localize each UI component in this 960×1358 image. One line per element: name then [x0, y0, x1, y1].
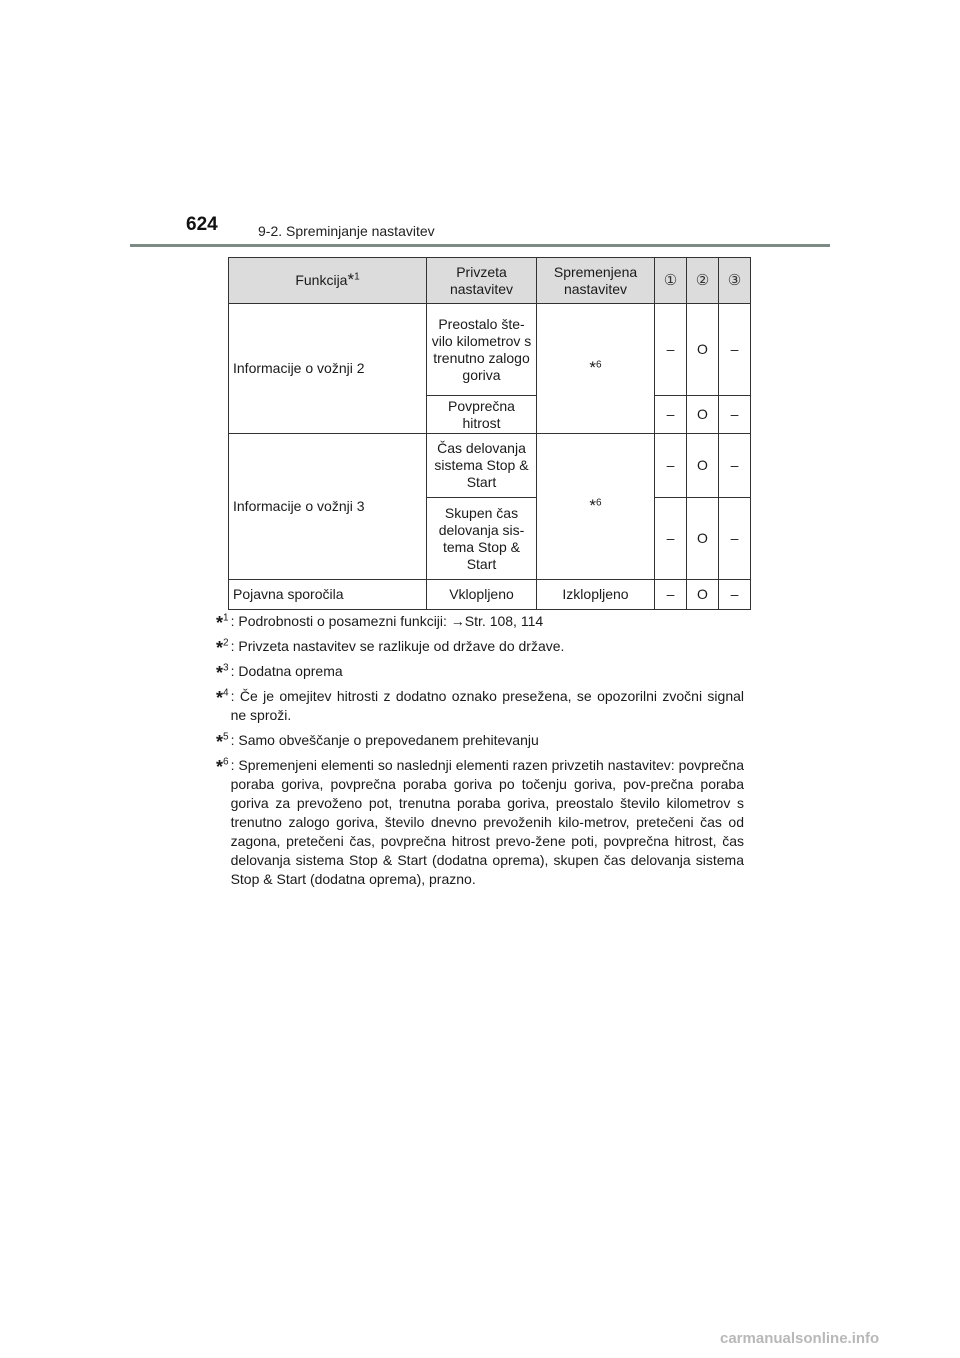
table-row — [229, 304, 751, 396]
changed-cell: *$^6$ — [537, 434, 655, 580]
option-1-cell: – — [655, 580, 687, 610]
footnote-6 — [216, 756, 744, 889]
default-cell: Vklopljeno — [427, 580, 537, 610]
option-1-cell: – — [655, 304, 687, 396]
option-3-cell: – — [719, 498, 751, 580]
settings-table — [228, 257, 751, 610]
changed-cell: *$^6$ — [537, 304, 655, 434]
asterisk-icon: * — [216, 638, 224, 658]
table-row — [229, 434, 751, 498]
column-header-default: Privzeta nastavitev — [427, 258, 537, 304]
footnote-1 — [216, 612, 744, 631]
footnote-marker: *$^5$ — [216, 731, 229, 752]
column-header-3 — [719, 258, 751, 304]
column-header-1 — [655, 258, 687, 304]
option-2-cell: O — [687, 396, 719, 434]
default-cell: Povprečna hitrost — [427, 396, 537, 434]
changed-cell: Izklopljeno — [537, 580, 655, 610]
asterisk-icon: * — [589, 358, 597, 377]
asterisk-icon: * — [216, 688, 224, 708]
asterisk-icon: * — [589, 496, 597, 515]
footnote-marker: *$^2$ — [216, 637, 229, 658]
option-2-cell: O — [687, 498, 719, 580]
column-header-changed: Spremenjena nastavitev — [537, 258, 655, 304]
circled-two-icon: ② — [695, 272, 710, 289]
footnote-marker: *$^4$ — [216, 687, 229, 708]
footnote-4 — [216, 687, 744, 725]
option-1-cell: – — [655, 434, 687, 498]
footnote-text: : Privzeta nastavitev se razlikuje od države do države. — [230, 638, 565, 654]
asterisk-icon: * — [216, 757, 224, 777]
default-cell: Skupen čas delovanja sis-tema Stop & Start — [427, 498, 537, 580]
option-3-cell: – — [719, 580, 751, 610]
asterisk-icon: * — [347, 270, 355, 289]
circled-one-icon: ① — [663, 272, 678, 289]
watermark: carmanualsonline.info — [720, 1330, 880, 1347]
column-header-function: Funkcija*$^1$ — [229, 258, 427, 304]
asterisk-icon: * — [216, 732, 224, 752]
asterisk-icon: * — [216, 613, 224, 633]
footnote-text: : Če je omejitev hitrosti z dodatno oznako presežena, se opozorilni zvočni signal ne sproži. — [230, 688, 744, 723]
page-number: 624 — [186, 214, 218, 235]
option-2-cell: O — [687, 580, 719, 610]
footnote-marker: *$^6$ — [216, 756, 229, 777]
footnote-text: : Spremenjeni elementi so naslednji elementi razen privzetih nastavitev: povprečna poraba goriva, povprečna poraba goriva po točenju goriva, pov-prečna poraba goriva za prevoženo pot, trenutna poraba goriva, preostalo število kilometrov s trenutno zalogo goriva, število dnevno prevoženih kilo-metrov, pretečeni čas od zagona, pretečeni čas, povprečna hitrost prevo-žene poti, povprečna hitrost, čas delovanja sistema Stop & Start (dodatna oprema), skupen čas delovanja sistema Stop & Start (dodatna oprema), prazno. — [230, 757, 744, 887]
option-3-cell: – — [719, 396, 751, 434]
footnote-text: : Podrobnosti o posamezni funkciji: →Str. 108, 114 — [230, 613, 544, 629]
header-rule — [130, 244, 830, 247]
function-cell: Informacije o vožnji 3 — [229, 434, 427, 580]
function-cell: Pojavna sporočila — [229, 580, 427, 610]
option-3-cell: – — [719, 304, 751, 396]
footnote-marker: *$^1$ — [216, 612, 229, 633]
footnote-5 — [216, 731, 744, 750]
section-title: 9-2. Spreminjanje nastavitev — [258, 223, 435, 239]
option-2-cell: O — [687, 304, 719, 396]
option-3-cell: – — [719, 434, 751, 498]
footnotes — [216, 612, 744, 895]
default-cell: Preostalo šte-vilo kilometrov s trenutno zalogo goriva — [427, 304, 537, 396]
circled-three-icon: ③ — [727, 272, 742, 289]
table-header-row — [229, 258, 751, 304]
footnote-marker: *$^3$ — [216, 662, 229, 683]
default-cell: Čas delovanja sistema Stop & Start — [427, 434, 537, 498]
table-row — [229, 580, 751, 610]
footnote-text: : Samo obveščanje o prepovedanem prehitevanju — [230, 732, 539, 748]
column-header-2 — [687, 258, 719, 304]
option-1-cell: – — [655, 498, 687, 580]
function-cell: Informacije o vožnji 2 — [229, 304, 427, 434]
option-2-cell: O — [687, 434, 719, 498]
option-1-cell: – — [655, 396, 687, 434]
asterisk-icon: * — [216, 663, 224, 683]
footnote-2 — [216, 637, 744, 656]
footnote-text: : Dodatna oprema — [230, 663, 343, 679]
footnote-3 — [216, 662, 744, 681]
